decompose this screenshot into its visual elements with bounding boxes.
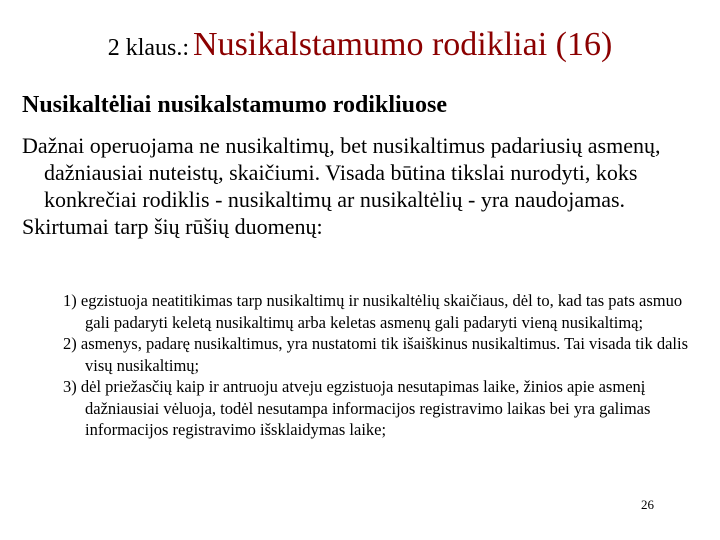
paragraph-1: Dažnai operuojama ne nusikaltimų, bet nusikaltimus padariusių asmenų, dažniausiai nuteistų, skaičiumi. Visada būtina tikslai nurodyti, koks konkrečiai rodiklis - nusikaltimų ar nusikaltėlių - yra naudojamas. — [22, 133, 661, 212]
list-item: 1) egzistuoja neatitikimas tarp nusikaltimų ir nusikaltėlių skaičiaus, dėl to, kad tas pats asmuo gali padaryti keletą nusikaltimų arba keletas asmenų gali padaryti vieną nusikaltimą; — [63, 291, 683, 332]
slide-title — [0, 26, 720, 64]
title-prefix: 2 klaus.: — [107, 35, 190, 61]
list-item: 2) asmenys, padarę nusikaltimus, yra nustatomi tik išaiškinus nusikaltimus. Tai visada tik dalis visų nusikaltimų; — [63, 334, 689, 375]
list-item: 3) dėl priežasčių kaip ir antruoju atveju egzistuoja nesutapimas laike, žinios apie asmenį dažniausiai vėluoja, todėl nesutampa informacijos registravimo laikas bei yra galimas informacijos registravimo išsklaidymas laike; — [63, 377, 651, 439]
slide-subtitle: Nusikaltėliai nusikalstamumo rodikliuose — [22, 92, 447, 118]
page-number: 26 — [641, 497, 654, 512]
paragraph-2: Skirtumai tarp šių rūšių duomenų: — [22, 214, 323, 239]
title-main: Nusikalstamumo rodikliai (16) — [193, 26, 613, 63]
body-text — [22, 132, 702, 240]
differences-list — [63, 290, 703, 441]
